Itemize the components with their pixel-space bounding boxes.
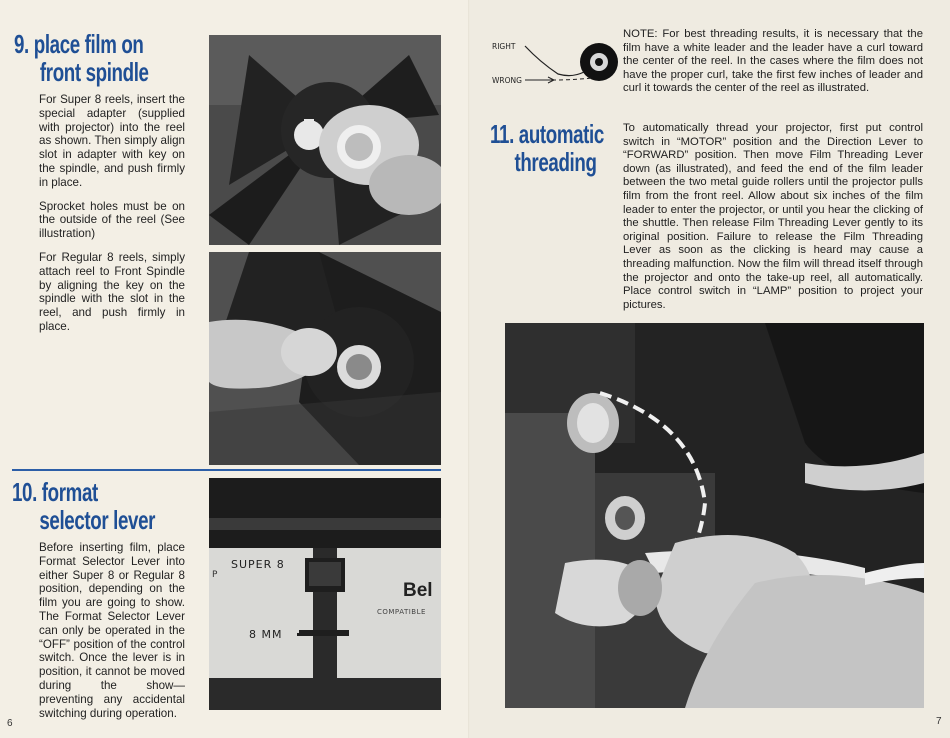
section-9-paragraph: Sprocket holes must be on the outside of the reel (See illustration) [39, 199, 185, 241]
right-label: RIGHT [492, 42, 516, 51]
section-9-body [39, 93, 185, 344]
section-9-number: 9. [14, 29, 29, 59]
section-10-number: 10. [12, 477, 37, 507]
left-page [0, 0, 470, 738]
section-divider-rule [12, 469, 441, 471]
section-10-paragraph: Before inserting film, place Format Selector Lever into either Super 8 or Regular 8 position, depending on the film you are going to show. The Format Selector Lever can only be operated in the “OFF” position of the control switch. Once the lever is in position, it cannot be moved during the show—preventing any accidental switching during operation. [39, 541, 185, 720]
section-10-heading [12, 478, 155, 534]
section-10-title-line1: format [41, 477, 98, 507]
wrong-label: WRONG [492, 76, 522, 85]
note-text [623, 28, 923, 106]
page-number-left: 6 [7, 718, 13, 729]
edge-letter: P [212, 570, 218, 580]
section-11-heading [490, 120, 604, 176]
reel-spindle-photo [209, 252, 441, 465]
section-11-number: 11. [490, 119, 514, 149]
super8-label: SUPER 8 [231, 558, 285, 571]
section-9-title-line1: place film on [33, 29, 144, 59]
section-10-body [39, 541, 185, 730]
reel-adapter-photo [209, 35, 441, 245]
note-paragraph: NOTE: For best threading results, it is necessary that the film have a white leader and the leader have a curl toward the center of the reel. In the cases where the film does not have the proper curl, take the first few inches of leader and curl it towards the center of the reel as illustrated. [623, 28, 923, 95]
brand-label: Bel [403, 580, 433, 601]
right-page [470, 0, 950, 738]
section-9-paragraph: For Super 8 reels, insert the special adapter (supplied with projector) into the reel as shown. Then simply align slot in adapter with key on the spindle, and push firmly in place. [39, 93, 185, 189]
page-number-right: 7 [936, 716, 942, 727]
section-10-title-line2: selector lever [39, 505, 156, 535]
section-11-title-line2: threading [514, 147, 597, 177]
section-11-paragraph: To automatically thread your projector, first put control switch in “MOTOR” position and the Direction Lever to “FORWARD” position. Then move Film Threading Lever down (as illustrated), and feed the end of the film leader between the two metal guide rollers until the projector pulls film from the front reel. Allow about six inches of the film leader to enter the projector, or until you hear the clicking of the shuttle. Then release Film Threading Lever gently to its original position. Failure to release the Film Threading Lever as soon as the clicking is heard may cause a threading malfunction. Now the film will thread itself through the projector and onto the take-up reel, all automatically. Place control switch in “LAMP” position to project your pictures. [623, 122, 923, 311]
mm8-label: 8 MM [249, 628, 283, 641]
format-selector-photo [209, 478, 441, 710]
compatible-label: COMPATIBLE [377, 608, 426, 616]
section-11-title-line1: automatic [518, 119, 604, 149]
section-9-title-line2: front spindle [39, 57, 149, 87]
section-9-heading [14, 30, 149, 86]
section-11-body [623, 122, 923, 322]
threading-photo [505, 323, 924, 708]
leader-curl-diagram [492, 32, 626, 92]
section-9-paragraph: For Regular 8 reels, simply attach reel to Front Spindle by aligning the key on the spindle with the slot in the reel, and push firmly in place. [39, 250, 185, 333]
